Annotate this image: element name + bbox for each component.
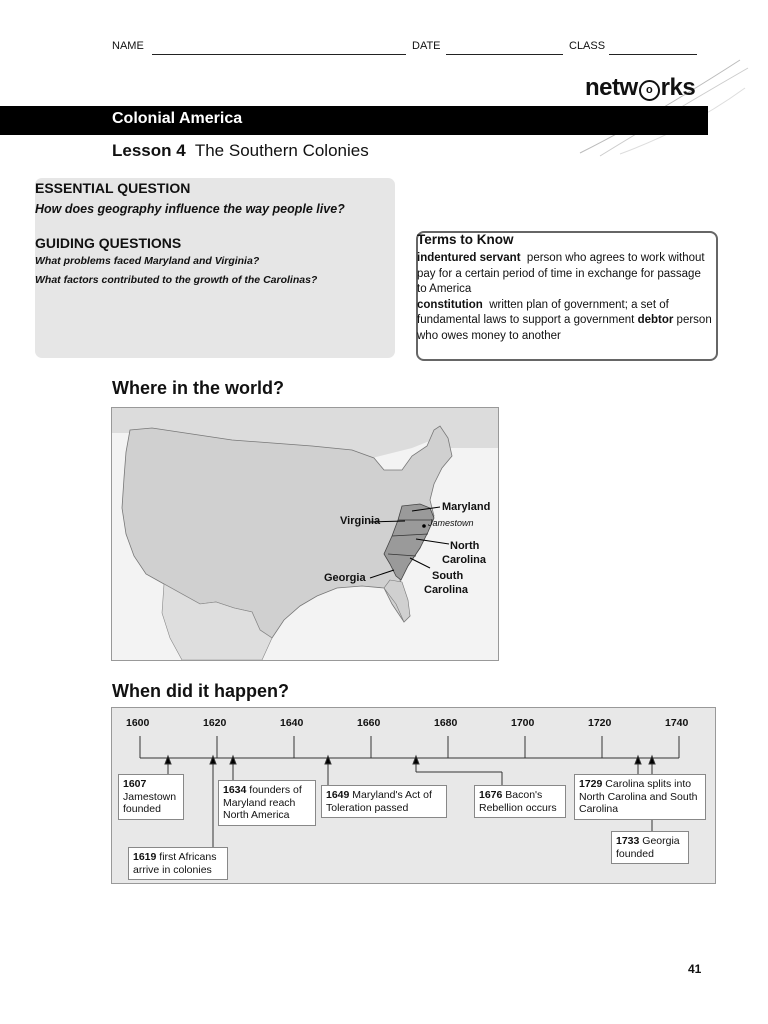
- timeline-year: 1600: [126, 717, 150, 729]
- timeline-event-1634: 1634 founders of Maryland reach North America: [218, 780, 316, 826]
- term-constitution: constitution: [417, 298, 483, 311]
- map-label-south-carolina-1: South: [432, 570, 464, 582]
- guiding-questions-heading: GUIDING QUESTIONS: [35, 235, 182, 251]
- map-label-jamestown: Jamestown: [428, 518, 474, 528]
- logo-globe-icon: o: [639, 80, 660, 101]
- map-label-north-carolina-2: Carolina: [442, 554, 487, 566]
- map-label-north-carolina-1: North: [450, 540, 480, 552]
- timeline-frame: [111, 707, 716, 884]
- us-map: [112, 408, 498, 660]
- timeline-event-1619: 1619 first Africans arrive in colonies: [128, 847, 228, 880]
- timeline-year: 1700: [511, 717, 535, 729]
- map-heading: Where in the world?: [112, 378, 285, 398]
- timeline-heading: When did it happen?: [112, 681, 289, 701]
- name-label: NAME: [112, 40, 144, 52]
- unit-banner: [0, 106, 708, 135]
- timeline-year: 1620: [203, 717, 227, 729]
- lesson-title: Lesson 4 The Southern Colonies: [112, 141, 369, 160]
- unit-title: Colonial America: [112, 110, 243, 127]
- date-line[interactable]: [446, 54, 563, 55]
- timeline-event-1607: 1607 Jamestown founded: [118, 774, 184, 820]
- timeline-year: 1660: [357, 717, 381, 729]
- networks-logo: netw o rks: [585, 74, 696, 101]
- definition-debtor: person who owes money to another: [417, 314, 712, 342]
- guiding-question-1: What problems faced Maryland and Virginia?: [35, 255, 260, 267]
- class-label: CLASS: [569, 40, 606, 52]
- timeline-year: 1640: [280, 717, 304, 729]
- map-label-maryland: Maryland: [442, 501, 491, 513]
- essential-question-text: How does geography influence the way people live?: [35, 202, 345, 216]
- terms-list: [417, 251, 713, 344]
- date-label: DATE: [412, 40, 441, 52]
- timeline-event-1676: 1676 Bacon's Rebellion occurs: [474, 785, 566, 818]
- timeline-event-1729: 1729 Carolina splits into North Carolina and South Carolina: [574, 774, 706, 820]
- page-number: 41: [688, 962, 702, 976]
- timeline-event-1649: 1649 Maryland's Act of Toleration passed: [321, 785, 447, 818]
- timeline-year: 1680: [434, 717, 458, 729]
- map-frame: [111, 407, 499, 661]
- map-label-south-carolina-2: Carolina: [424, 584, 469, 596]
- timeline-event-1733: 1733 Georgia founded: [611, 831, 689, 864]
- name-line[interactable]: [152, 54, 406, 55]
- essential-question-heading: ESSENTIAL QUESTION: [35, 180, 191, 196]
- term-debtor: debtor: [637, 314, 674, 326]
- definition-indentured-servant: person who agrees to work without pay for a certain period of time in exchange for passage to America: [417, 252, 705, 295]
- guiding-question-2: What factors contributed to the growth of the Carolinas?: [35, 274, 318, 286]
- map-label-virginia: Virginia: [340, 515, 381, 527]
- class-line[interactable]: [609, 54, 697, 55]
- map-label-georgia: Georgia: [324, 572, 366, 584]
- term-indentured-servant: indentured servant: [417, 252, 521, 264]
- definition-constitution: written plan of government; a set of fundamental laws to support a government: [417, 298, 669, 326]
- timeline-year: 1720: [588, 717, 612, 729]
- terms-heading: Terms to Know: [417, 232, 514, 247]
- timeline-year: 1740: [665, 717, 689, 729]
